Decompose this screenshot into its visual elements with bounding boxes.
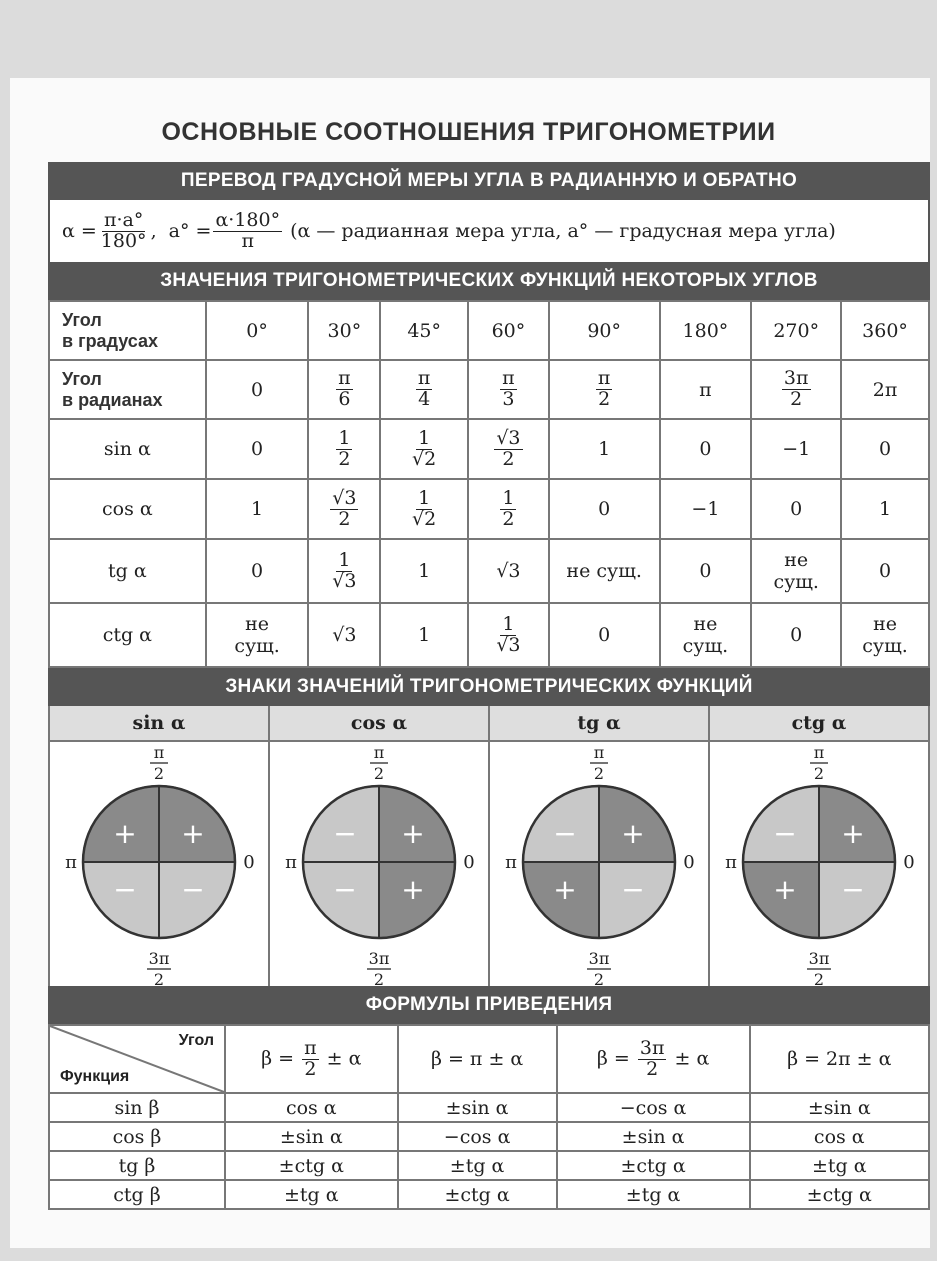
- quadrant-sign: −: [553, 817, 577, 850]
- cell-text: 1: [598, 438, 611, 460]
- corner-angle-label: Угол: [178, 1032, 214, 1049]
- value-cell: [841, 539, 929, 603]
- cell-fraction: $\frac{1}{√3}$: [332, 548, 357, 592]
- cell-text: 1: [418, 560, 431, 582]
- reduction-cell: ±sin α: [398, 1093, 557, 1122]
- reduction-cell: ±ctg α: [398, 1180, 557, 1209]
- value-cell: [751, 539, 841, 603]
- table-row: [49, 1151, 929, 1180]
- value-cell: [841, 603, 929, 667]
- function-name: sin α: [49, 419, 206, 479]
- function-name: sin β: [49, 1093, 225, 1122]
- value-cell: [468, 539, 549, 603]
- table-row: [49, 419, 929, 479]
- value-cell: [206, 539, 309, 603]
- formula-note: (α — радианная мера угла, a° — градусная мера угла): [290, 220, 836, 242]
- degrees-label: Угол в градусах: [49, 301, 206, 360]
- cell-fraction: $\frac{1}{2}$: [502, 486, 515, 530]
- corner-function-label: Функция: [60, 1068, 130, 1085]
- cell-text: сущ.: [234, 635, 280, 657]
- reduction-cell: ±tg α: [750, 1151, 929, 1180]
- sign-diagram: [490, 742, 708, 986]
- reduction-cell: −cos α: [398, 1122, 557, 1151]
- label-pi-half-num: π: [373, 743, 385, 762]
- cell-text: √3: [332, 624, 357, 646]
- cell-text: сущ.: [773, 571, 819, 593]
- reduction-cell: ±sin α: [225, 1122, 398, 1151]
- label-pi: π: [725, 852, 737, 873]
- unit-circle: [710, 742, 928, 986]
- cell-text: 1: [251, 498, 264, 520]
- label-pi-half-den: 2: [373, 764, 385, 783]
- degree-eq: , a° =: [150, 220, 212, 242]
- value-cell: [308, 479, 380, 539]
- reduction-cell: cos α: [225, 1093, 398, 1122]
- sign-column: [270, 706, 490, 986]
- value-cell: [468, 419, 549, 479]
- label-pi-half-num: π: [153, 743, 165, 762]
- label-3pi-half-den: 2: [373, 970, 385, 986]
- cell-text: не: [245, 613, 270, 635]
- radian-cell: [308, 360, 380, 419]
- cell-text: 0: [251, 378, 264, 401]
- signs-panel: [48, 706, 930, 986]
- cell-text: сущ.: [862, 635, 908, 657]
- radian-cell: [660, 360, 752, 419]
- value-cell: [549, 419, 660, 479]
- table-row: [49, 1180, 929, 1209]
- reduction-cell: −cos α: [557, 1093, 750, 1122]
- sign-function-name: tg α: [490, 706, 708, 742]
- table-row-radians: [49, 360, 929, 419]
- cell-text: 0: [251, 560, 264, 582]
- sign-diagram: [50, 742, 268, 986]
- cell-fraction: $\frac{√3}{2}$: [332, 486, 357, 530]
- degree-cell: 360°: [841, 301, 929, 360]
- section-signs-header: ЗНАКИ ЗНАЧЕНИЙ ТРИГОНОМЕТРИЧЕСКИХ ФУНКЦИЙ: [48, 668, 930, 706]
- cell-text: 2π: [872, 378, 898, 401]
- quadrant-sign: +: [401, 873, 425, 906]
- label-pi: π: [65, 852, 77, 873]
- sign-column: [50, 706, 270, 986]
- label-3pi-half-num: 3π: [588, 949, 610, 968]
- sign-diagram: [710, 742, 928, 986]
- quadrant-sign: −: [333, 817, 357, 850]
- label-pi: π: [505, 852, 517, 873]
- sign-function-name: sin α: [50, 706, 268, 742]
- cell-fraction: $\frac{3\pi}{2}$: [783, 367, 809, 410]
- cell-fraction: $\frac{1}{√2}$: [412, 486, 437, 530]
- value-cell: [549, 539, 660, 603]
- cell-fraction: $\frac{√3}{2}$: [496, 426, 521, 470]
- radian-cell: [206, 360, 309, 419]
- value-cell: [468, 603, 549, 667]
- table-row-degrees: [49, 301, 929, 360]
- table-row: [49, 1093, 929, 1122]
- sign-column: [710, 706, 930, 986]
- label-3pi-half-den: 2: [593, 970, 605, 986]
- function-name: ctg β: [49, 1180, 225, 1209]
- cell-fraction: $\frac{1}{2}$: [338, 426, 351, 470]
- value-cell: [380, 479, 468, 539]
- cell-text: −1: [691, 498, 720, 520]
- degree-cell: 90°: [549, 301, 660, 360]
- table-row: [49, 1122, 929, 1151]
- value-cell: [206, 419, 309, 479]
- reduction-cell: ±sin α: [557, 1122, 750, 1151]
- unit-circle: [270, 742, 488, 986]
- quadrant-sign: −: [333, 873, 357, 906]
- sign-function-name: cos α: [270, 706, 488, 742]
- cell-fraction: $\frac{1}{√2}$: [412, 426, 437, 470]
- value-cell: [308, 419, 380, 479]
- angle-header: β = π ± α: [398, 1025, 557, 1093]
- quadrant-sign: +: [113, 817, 137, 850]
- value-cell: [660, 419, 752, 479]
- value-cell: [751, 603, 841, 667]
- label-pi-half-num: π: [813, 743, 825, 762]
- quadrant-sign: +: [553, 873, 577, 906]
- cell-text: сущ.: [682, 635, 729, 657]
- cell-text: не: [784, 549, 809, 571]
- cell-text: 0: [699, 438, 712, 460]
- value-cell: [660, 603, 752, 667]
- degree-cell: 180°: [660, 301, 752, 360]
- radian-cell: [841, 360, 929, 419]
- alpha-eq: α =: [62, 220, 97, 242]
- sign-column: [490, 706, 710, 986]
- quadrant-sign: −: [841, 873, 865, 906]
- reduction-cell: ±tg α: [225, 1180, 398, 1209]
- unit-circle: [490, 742, 708, 986]
- page-title: ОСНОВНЫЕ СООТНОШЕНИЯ ТРИГОНОМЕТРИИ: [161, 118, 776, 146]
- cell-fraction: $\frac{\pi}{4}$: [417, 367, 431, 410]
- value-cell: [308, 603, 380, 667]
- reduction-cell: ±tg α: [398, 1151, 557, 1180]
- label-zero: 0: [903, 852, 915, 873]
- degree-cell: 60°: [468, 301, 549, 360]
- cell-text: 0: [790, 498, 803, 520]
- function-name: ctg α: [49, 603, 206, 667]
- angle-header: β = $\frac{\pi}{2}$ ± α: [225, 1025, 398, 1093]
- value-cell: [549, 603, 660, 667]
- reference-sheet: [48, 162, 930, 1210]
- label-zero: 0: [683, 852, 695, 873]
- label-3pi-half-num: 3π: [808, 949, 830, 968]
- angle-header: β = $\frac{3\pi}{2}$ ± α: [557, 1025, 750, 1093]
- label-pi-half-den: 2: [153, 764, 165, 783]
- value-cell: [751, 419, 841, 479]
- sign-function-name: ctg α: [710, 706, 928, 742]
- reduction-cell: ±sin α: [750, 1093, 929, 1122]
- quadrant-sign: −: [181, 873, 205, 906]
- radian-cell: [468, 360, 549, 419]
- cell-fraction: $\frac{\pi}{3}$: [502, 367, 515, 410]
- label-3pi-half-den: 2: [153, 970, 165, 986]
- degree-cell: 45°: [380, 301, 468, 360]
- radian-cell: [549, 360, 660, 419]
- cell-text: π: [699, 378, 712, 401]
- cell-fraction: $\frac{1}{√3}$: [496, 612, 521, 656]
- label-pi-half-num: π: [593, 743, 605, 762]
- cell-text: √3: [496, 560, 521, 582]
- cell-text: 0: [879, 560, 892, 582]
- radian-cell: [380, 360, 468, 419]
- quadrant-sign: +: [621, 817, 645, 850]
- label-pi: π: [285, 852, 297, 873]
- sign-diagram: [270, 742, 488, 986]
- cell-text: 0: [251, 438, 264, 460]
- value-cell: [380, 603, 468, 667]
- section-values-header: ЗНАЧЕНИЯ ТРИГОНОМЕТРИЧЕСКИХ ФУНКЦИЙ НЕКОТОРЫХ УГЛОВ: [48, 262, 930, 300]
- reduction-cell: cos α: [750, 1122, 929, 1151]
- quadrant-sign: −: [621, 873, 645, 906]
- table-row: [49, 603, 929, 667]
- radians-label: Угол в радианах: [49, 360, 206, 419]
- function-name: cos β: [49, 1122, 225, 1151]
- value-cell: [751, 479, 841, 539]
- reduction-cell: ±tg α: [557, 1180, 750, 1209]
- radian-cell: [751, 360, 841, 419]
- value-cell: [468, 479, 549, 539]
- cell-text: 0: [879, 438, 892, 460]
- cell-text: 0: [790, 624, 803, 646]
- label-pi-half-den: 2: [593, 764, 605, 783]
- reduction-cell: ±ctg α: [225, 1151, 398, 1180]
- reduction-header-row: [49, 1025, 929, 1093]
- cell-text: не: [693, 613, 718, 635]
- label-3pi-half-num: 3π: [148, 949, 170, 968]
- values-table: [48, 300, 930, 668]
- cell-text: не сущ.: [566, 560, 642, 582]
- cell-text: −1: [782, 438, 811, 460]
- cell-fraction: $\frac{\pi}{6}$: [338, 367, 351, 410]
- section-degree-radian-header: ПЕРЕВОД ГРАДУСНОЙ МЕРЫ УГЛА В РАДИАННУЮ И ОБРАТНО: [48, 162, 930, 200]
- quadrant-sign: +: [841, 817, 865, 850]
- cell-text: 0: [699, 560, 712, 582]
- value-cell: [206, 479, 309, 539]
- label-zero: 0: [243, 852, 255, 873]
- conversion-formula: [48, 200, 930, 262]
- value-cell: [308, 539, 380, 603]
- function-name: tg α: [49, 539, 206, 603]
- cell-text: 1: [418, 624, 431, 646]
- fraction-2: $\frac{\alpha\cdot 180^\circ}{\pi}$: [215, 208, 281, 252]
- quadrant-sign: −: [773, 817, 797, 850]
- quadrant-sign: +: [181, 817, 205, 850]
- degree-cell: 30°: [308, 301, 380, 360]
- degree-cell: 0°: [206, 301, 309, 360]
- value-cell: [841, 419, 929, 479]
- label-3pi-half-num: 3π: [368, 949, 390, 968]
- quadrant-sign: +: [773, 873, 797, 906]
- cell-fraction: $\frac{\pi}{2}$: [597, 367, 611, 410]
- value-cell: [841, 479, 929, 539]
- cell-text: 0: [598, 498, 611, 520]
- table-row: [49, 539, 929, 603]
- label-pi-half-den: 2: [813, 764, 825, 783]
- label-3pi-half-den: 2: [813, 970, 825, 986]
- corner-cell: [49, 1025, 225, 1093]
- value-cell: [206, 603, 309, 667]
- function-name: tg β: [49, 1151, 225, 1180]
- cell-text: не: [873, 613, 898, 635]
- value-cell: [660, 539, 752, 603]
- unit-circle: [50, 742, 268, 986]
- reduction-cell: ±ctg α: [557, 1151, 750, 1180]
- cell-text: 0: [598, 624, 611, 646]
- value-cell: [549, 479, 660, 539]
- section-reduction-header: ФОРМУЛЫ ПРИВЕДЕНИЯ: [48, 986, 930, 1024]
- reduction-table: [48, 1024, 930, 1210]
- cell-text: 1: [879, 498, 892, 520]
- value-cell: [380, 419, 468, 479]
- function-name: cos α: [49, 479, 206, 539]
- quadrant-sign: −: [113, 873, 137, 906]
- angle-header: β = 2π ± α: [750, 1025, 929, 1093]
- value-cell: [380, 539, 468, 603]
- table-row: [49, 479, 929, 539]
- degree-cell: 270°: [751, 301, 841, 360]
- label-zero: 0: [463, 852, 475, 873]
- value-cell: [660, 479, 752, 539]
- fraction-1: $\frac{\pi\cdot a^\circ}{180^\circ}$: [100, 208, 147, 252]
- reduction-cell: ±ctg α: [750, 1180, 929, 1209]
- quadrant-sign: +: [401, 817, 425, 850]
